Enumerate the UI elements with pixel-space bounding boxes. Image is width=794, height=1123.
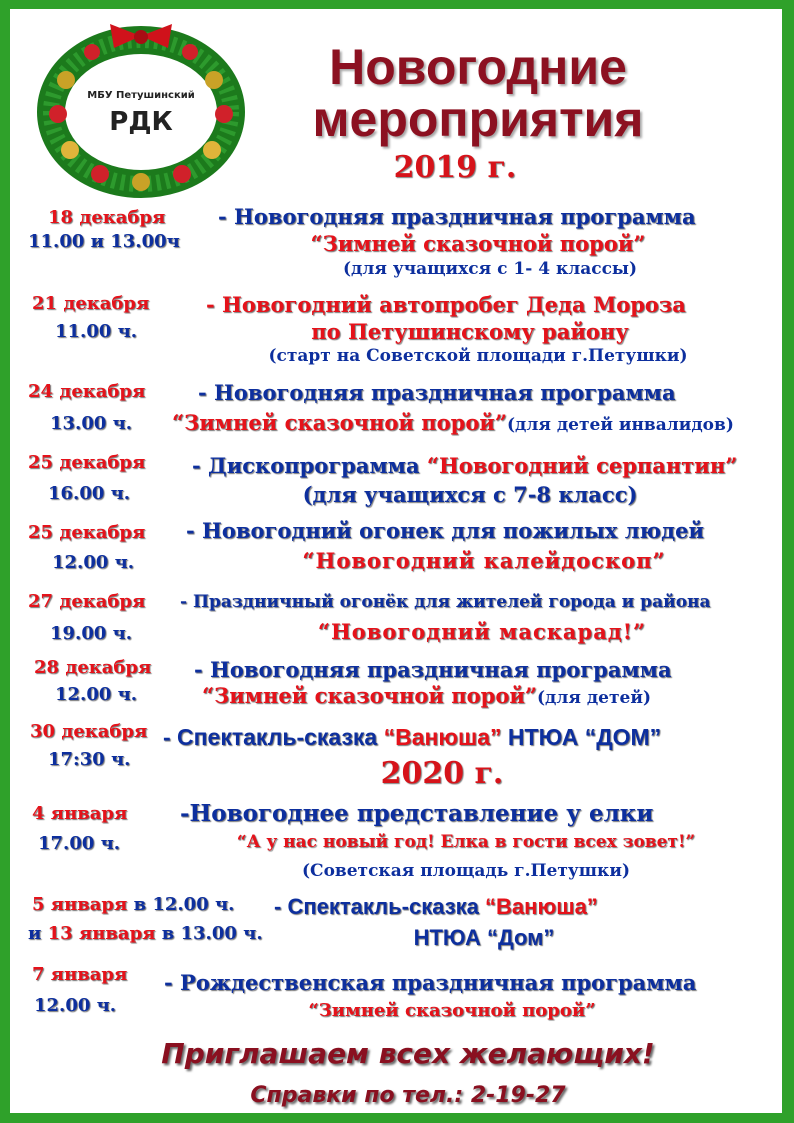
event-time: 11.00 ч.	[55, 321, 138, 342]
event-time: 12.00 ч.	[34, 995, 117, 1016]
event-name: “Новогодний калейдоскоп”	[302, 548, 666, 573]
event-name: “Зимней сказочной порой”	[202, 683, 537, 708]
event-name-row	[202, 683, 651, 708]
invite-text: Приглашаем всех желающих!	[161, 1037, 655, 1070]
event-time: 19.00 ч.	[50, 623, 133, 644]
event-title: - Новогодняя праздничная программа	[194, 657, 672, 682]
event-date: 4 января	[32, 803, 128, 824]
event-date: 5 января	[32, 894, 128, 915]
event-name: “А у нас новый год! Елка в гости всех зовет!”	[236, 832, 696, 852]
event-time: 17:30 ч.	[48, 749, 131, 770]
event-date-row	[28, 923, 263, 944]
event-title-row	[163, 724, 661, 751]
event-note: (Советская площадь г.Петушки)	[302, 861, 630, 881]
event-date: 28 декабря	[34, 657, 152, 678]
event-name: “Зимней сказочной порой”	[308, 1000, 596, 1021]
event-time: 13.00 ч.	[50, 413, 133, 434]
event-time: 12.00 ч.	[55, 684, 138, 705]
title-line-1: Новогодние	[329, 39, 627, 95]
event-title: - Новогодний автопробег Деда Мороза	[206, 292, 686, 317]
event-title: - Спектакль-сказка	[163, 724, 384, 750]
event-title: - Спектакль-сказка	[274, 894, 486, 919]
event-date: 25 декабря	[28, 522, 146, 543]
event-venue: НТЮА “Дом”	[413, 925, 555, 950]
event-name-row	[172, 410, 734, 435]
event-venue: НТЮА “ДОМ”	[501, 724, 662, 750]
event-date: 21 декабря	[32, 293, 150, 314]
logo-abbr-text: РДК	[109, 107, 173, 137]
event-title: - Праздничный огонёк для жителей города и района	[180, 592, 711, 612]
title-line-2: мероприятия	[312, 91, 644, 147]
event-title: - Дископрограмма	[192, 453, 427, 478]
event-date: 24 декабря	[28, 381, 146, 402]
event-date: 18 декабря	[48, 207, 166, 228]
event-name: по Петушинскому району	[311, 319, 629, 344]
event-date: 25 декабря	[28, 452, 146, 473]
event-title: - Новогодняя праздничная программа	[198, 380, 676, 405]
event-note: (для учащихся с 1- 4 классы)	[342, 259, 638, 279]
event-name: “Зимней сказочной порой”	[310, 231, 646, 256]
event-time: 17.00 ч.	[38, 833, 121, 854]
event-title-row	[274, 894, 598, 920]
event-title: - Новогодняя праздничная программа	[218, 204, 696, 229]
event-time: 16.00 ч.	[48, 483, 131, 504]
event-note: (старт на Советской площади г.Петушки)	[268, 346, 688, 366]
year-2020: 2020 г.	[380, 756, 504, 791]
phone-text: Справки по тел.: 2-19-27	[250, 1083, 566, 1108]
logo-org-text: МБУ Петушинский	[87, 90, 195, 101]
event-time: в 13.00 ч.	[155, 923, 263, 944]
event-name: “Зимней сказочной порой”	[172, 410, 507, 435]
event-date: 30 декабря	[30, 721, 148, 742]
event-time: в 12.00 ч.	[127, 894, 235, 915]
event-date: 7 января	[32, 964, 128, 985]
event-title: -Новогоднее представление у елки	[180, 800, 654, 827]
event-time: 11.00 и 13.00ч	[28, 231, 180, 252]
event-date: 27 декабря	[28, 591, 146, 612]
event-note: (для детей инвалидов)	[507, 415, 734, 435]
wreath-logo	[30, 22, 252, 198]
event-date-row	[32, 894, 234, 915]
event-name: “Ванюша”	[383, 724, 502, 750]
event-title: - Рождественская праздничная программа	[164, 970, 697, 995]
event-note: (для учащихся с 7-8 класс)	[302, 482, 638, 507]
event-note: (для детей)	[537, 688, 651, 708]
event-name: “Новогодний серпантин”	[426, 453, 738, 478]
event-time: 12.00 ч.	[52, 552, 135, 573]
event-date-conj: и	[28, 923, 48, 944]
event-name: “Ванюша”	[485, 894, 598, 919]
event-title-row	[192, 453, 737, 478]
event-title: - Новогодний огонек для пожилых людей	[186, 518, 705, 543]
year-2019: 2019 г.	[393, 150, 517, 185]
event-name: “Новогодний маскарад!”	[317, 619, 647, 644]
event-date: 13 января	[47, 923, 156, 944]
